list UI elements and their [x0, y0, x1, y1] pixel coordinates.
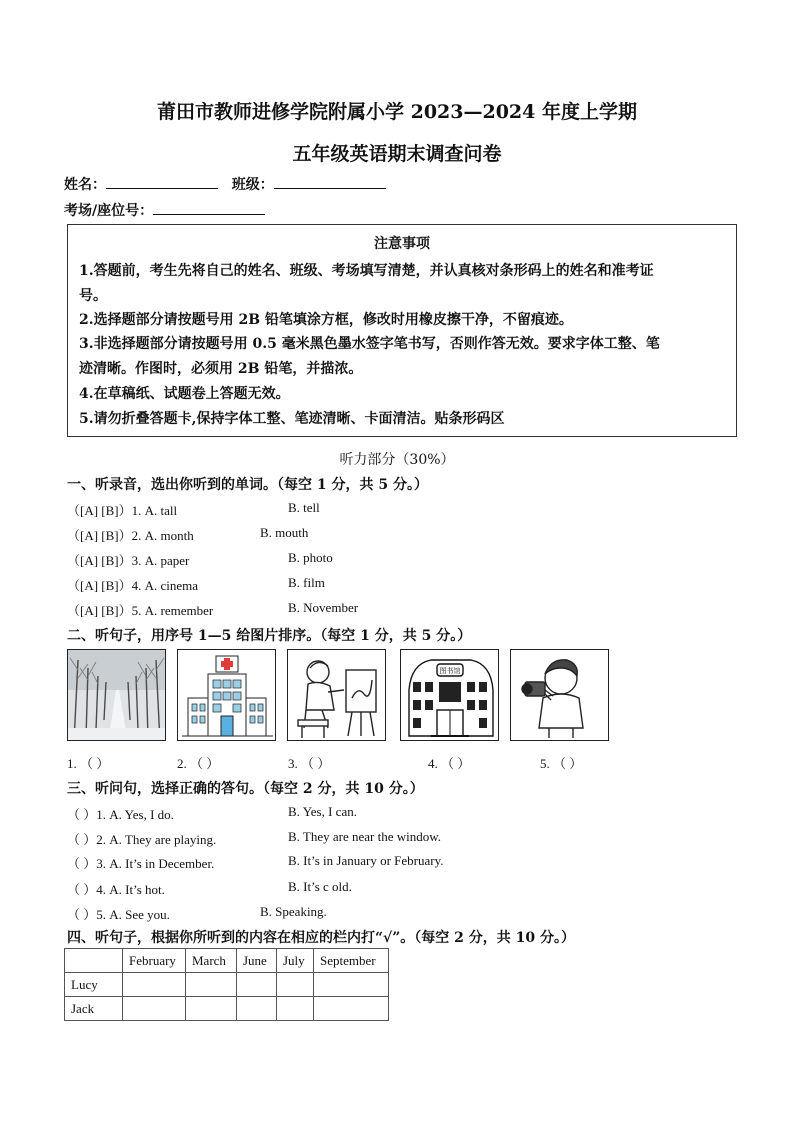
page-title: 莆田市教师进修学院附属小学 2023—2024 年度上学期: [157, 101, 637, 123]
section3-option-b[interactable]: B. It’s in January or February.: [288, 853, 444, 868]
hospital-icon: [177, 649, 276, 741]
section1-option-b[interactable]: B. November: [288, 600, 359, 615]
table-header-cell: September: [314, 949, 389, 973]
row-label: Lucy: [65, 973, 123, 997]
section3-option-b[interactable]: B. They are near the window.: [288, 829, 442, 844]
section1-item[interactable]: （[A] [B]）2. A. month: [67, 528, 194, 543]
notice-line: 3.非选择题部分请按题号用 0.5 毫米黑色墨水签字笔书写，否则作答无效。要求字体工整、笔: [79, 336, 660, 352]
snowy-road-photo: [67, 649, 166, 741]
picture-order-blank[interactable]: 1. （ ）: [67, 756, 110, 771]
notice-line: 号。: [79, 288, 107, 304]
table-header-cell: July: [277, 949, 314, 973]
listening-heading: 听力部分（30%）: [339, 452, 455, 468]
table-header-row: [65, 949, 389, 973]
notice-heading: 注意事项: [374, 236, 430, 252]
answer-cell[interactable]: [123, 973, 186, 997]
section3-item[interactable]: （ ）3. A. It’s in December.: [67, 856, 215, 871]
boy-taking-photo-icon: [510, 649, 609, 741]
answer-cell[interactable]: [123, 997, 186, 1021]
notice-line: 5.请勿折叠答题卡,保持字体工整、笔迹清晰、卡面清洁。贴条形码区: [79, 411, 505, 427]
section3-item[interactable]: （ ）2. A. They are playing.: [67, 832, 217, 847]
section1-title: 一、听录音，选出你听到的单词。（每空 1 分，共 5 分。）: [67, 477, 428, 493]
answer-cell[interactable]: [314, 997, 389, 1021]
section3-option-b[interactable]: B. Speaking.: [260, 904, 327, 919]
section1-option-b[interactable]: B. mouth: [260, 525, 309, 540]
class-label: 班级：: [231, 177, 274, 193]
boy-painting-icon: [287, 649, 386, 741]
library-building-icon: [400, 649, 499, 741]
notice-line: 2.选择题部分请按题号用 2B 铅笔填涂方框，修改时用橡皮擦干净，不留痕迹。: [79, 312, 573, 328]
section3-option-b[interactable]: B. Yes, I can.: [288, 804, 357, 819]
answer-cell[interactable]: [237, 973, 277, 997]
section3-title: 三、听问句，选择正确的答句。（每空 2 分，共 10 分。）: [67, 781, 424, 797]
picture-order-blank[interactable]: 5. （ ）: [540, 756, 583, 771]
section3-item[interactable]: （ ）5. A. See you.: [67, 907, 170, 922]
picture-order-blank[interactable]: 4. （ ）: [428, 756, 471, 771]
svg-text:图书馆: 图书馆: [439, 667, 461, 675]
answer-cell[interactable]: [314, 973, 389, 997]
section3-item[interactable]: （ ）4. A. It’s hot.: [67, 882, 165, 897]
answer-table: [64, 948, 389, 1021]
section2-title: 二、听句子，用序号 1—5 给图片排序。（每空 1 分，共 5 分。）: [67, 628, 472, 644]
section4-title: 四、听句子，根据你所听到的内容在相应的栏内打“√”。（每空 2 分，共 10 分。）: [67, 930, 576, 946]
section1-item[interactable]: （[A] [B]）4. A. cinema: [67, 578, 199, 593]
section1-item[interactable]: （[A] [B]）1. A. tall: [67, 503, 178, 518]
table-header-cell: February: [123, 949, 186, 973]
section3-item[interactable]: （ ）1. A. Yes, I do.: [67, 807, 174, 822]
section1-option-b[interactable]: B. tell: [288, 500, 320, 515]
section1-item[interactable]: （[A] [B]）5. A. remember: [67, 603, 214, 618]
table-header-cell: March: [186, 949, 237, 973]
section3-option-b[interactable]: B. It’s c old.: [288, 879, 352, 894]
notice-line: 4.在草稿纸、试题卷上答题无效。: [79, 386, 290, 402]
name-label: 姓名：: [64, 177, 106, 193]
page-subtitle: 五年级英语期末调查问卷: [292, 143, 502, 165]
table-header-cell: [65, 949, 123, 973]
name-blank[interactable]: [106, 174, 218, 189]
picture-order-blank[interactable]: 2. （ ）: [177, 756, 220, 771]
section1-option-b[interactable]: B. photo: [288, 550, 333, 565]
answer-cell[interactable]: [186, 973, 237, 997]
answer-cell[interactable]: [277, 973, 314, 997]
notice-line: 1.答题前，考生先将自己的姓名、班级、考场填写清楚，并认真核对条形码上的姓名和准考证: [79, 263, 654, 279]
row-label: Jack: [65, 997, 123, 1021]
answer-cell[interactable]: [237, 997, 277, 1021]
seat-label: 考场/座位号：: [64, 203, 154, 219]
table-row: [65, 997, 389, 1021]
notice-box: [67, 224, 737, 437]
notice-line: 迹清晰。作图时，必须用 2B 铅笔，并描浓。: [79, 361, 363, 377]
class-blank[interactable]: [274, 174, 386, 189]
seat-blank[interactable]: [153, 200, 265, 215]
answer-cell[interactable]: [186, 997, 237, 1021]
section1-option-b[interactable]: B. film: [288, 575, 325, 590]
answer-cell[interactable]: [277, 997, 314, 1021]
section1-item[interactable]: （[A] [B]）3. A. paper: [67, 553, 190, 568]
picture-order-blank[interactable]: 3. （ ）: [288, 756, 331, 771]
table-row: [65, 973, 389, 997]
name-field[interactable]: [64, 174, 386, 194]
seat-field[interactable]: [64, 200, 265, 220]
table-header-cell: June: [237, 949, 277, 973]
